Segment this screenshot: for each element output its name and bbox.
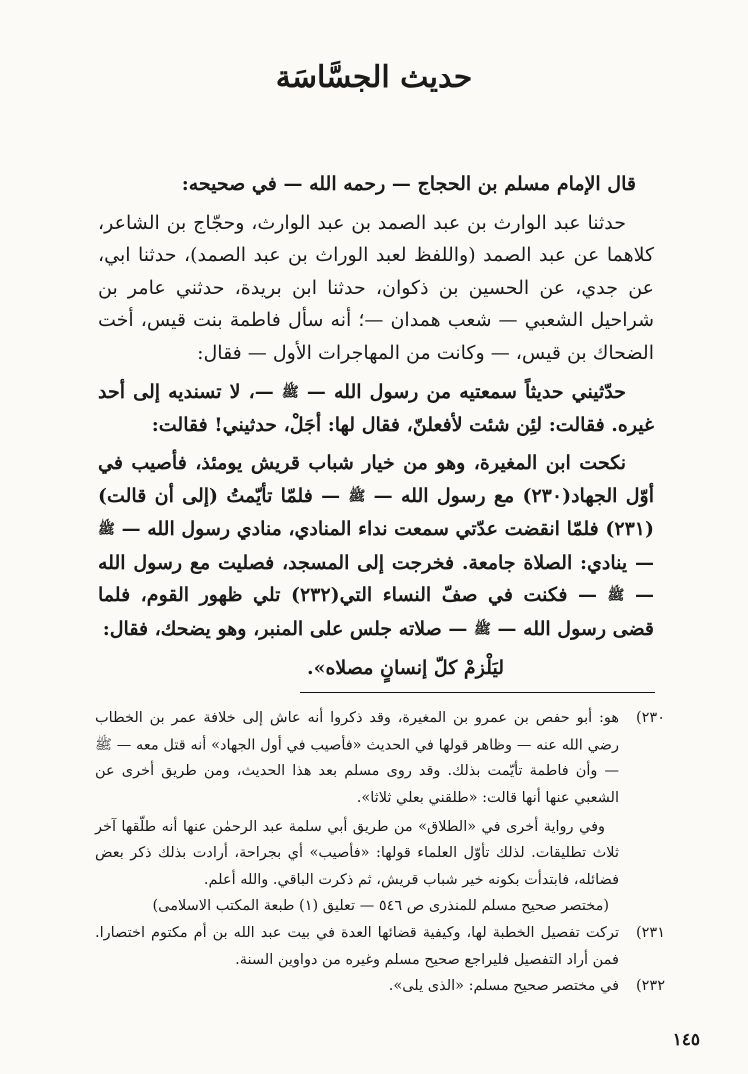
sallallahu-symbol: ﷺ [95, 736, 112, 753]
footnote-ref-232[interactable]: (٢٣٢) [290, 584, 340, 607]
hadith-text: تلي ظهور القوم، فلما قضى رسول الله — [98, 584, 654, 640]
footnote-source: (مختصر صحيح مسلم للمنذرى ص ٥٤٦ — تعليق (١) طبعة المكتب الاسلامى) [152, 898, 609, 915]
isnad-paragraph: حدثنا عبد الوارث بن عبد الصمد بن عبد الوارث، وحجّاج بن الشاعر، كلاهما عن عبد الصمد (واللفظ لعبد الوراث بن عبد الصمد)، حدثنا ابي، عن جدي، عن الحسين بن ذكوان، حدثنا ابن بريدة، حدثني عامر بن شراحيل الشعبي — شعب همدان —؛ أنه سأل فاطمة بنت قيس، أخت الضحاك بن قيس، — وكانت من المهاجرات الأول — فقال: [98, 211, 654, 364]
sallallahu-symbol: ﷺ [98, 522, 115, 539]
footnotes [95, 705, 665, 1000]
hadith-text: — ينادي: الصلاة جامعة. فخرجت إلى المسجد، فصليت مع رسول الله — [98, 551, 654, 607]
sallallahu-symbol: ﷺ [281, 384, 299, 401]
sallallahu-symbol: ﷺ [348, 488, 366, 505]
footnote-text: تركت تفصيل الخطبة لها، وكيفية قضائها العدة في بيت عبد الله بن أم مكتوم اختصارا. فمن أراد التفصيل فليراجع صحيح مسلم وغيره من دواوين السنة. [95, 925, 619, 968]
footnote-divider [300, 692, 655, 693]
footnote-text: وفي رواية أخرى في «الطلاق» من طريق أبي سلمة عبد الرحمٰن عنها أنه طلّقها آخر ثلاث تطليقات. لذلك تأوّل العلماء قولها: «فأصيب» أي بجراحة، أرادت بذلك ذكر بعض فضائله، فابتدأت بكونه خير شباب قريش، ثم ذكرت الباقي. والله أعلم. [95, 818, 619, 888]
footnote-text-part: — وأن فاطمة تأيّمت بذلك. وقد روى مسلم بعد هذا الحديث، ومن طريق أخرى عن الشعبي عنها أنها قالت: «طلقني بعلي ثلاثا». [95, 763, 619, 807]
footnote-number: ٢٣٠) [635, 710, 665, 726]
footnote-text-part: هو: أبو حفص بن عمرو بن المغيرة، وقد ذكروا أنه عاش إلى خلافة عمر بن الخطاب رضي الله عنه — وظاهر قولها في الحديث «فأصيب في أول الجهاد» أنه قتل معه — [95, 710, 619, 753]
chapter-title: حديث الجسَّاسَة [275, 60, 473, 95]
footnote-ref-230[interactable]: (٢٣٠) [522, 485, 572, 508]
footnote-number: ٢٣١) [635, 925, 665, 942]
hadith-text: فلمّا انقضت عدّتي سمعت نداء المنادي، منادي رسول الله — [121, 518, 599, 541]
sallallahu-symbol: ﷺ [473, 621, 491, 638]
hadith-paragraph-1 [98, 376, 654, 442]
footnote-ref-231[interactable]: (٢٣١) [605, 518, 654, 541]
footnote-text [95, 705, 619, 812]
hadith-paragraph-2 [98, 447, 654, 645]
sallallahu-symbol: ﷺ [607, 587, 625, 604]
hadith-text: مع رسول الله — [373, 485, 515, 508]
hadith-quote: ليَلْزمْ كلّ إنسانٍ مصلاه». [306, 656, 504, 679]
footnote-231 [95, 920, 665, 973]
hadith-text: حدّثيني حديثاً سمعتيه من رسول الله — [306, 380, 626, 403]
hadith-text: — فلمّا تأيّمتُ (إلى أن قالت) [98, 485, 341, 508]
page-number: ١٤٥ [672, 1030, 700, 1050]
footnote-text: في مختصر صحيح مسلم: «الذى يلى». [388, 978, 619, 995]
hadith-text: نكحت ابن المغيرة، وهو من خيار شباب قريش يومئذ، فأصيب في أوّل الجهاد [98, 452, 654, 508]
footnote-number: ٢٣٢) [635, 978, 665, 995]
intro-paragraph: قال الإمام مسلم بن الحجاج — رحمه الله — في صحيحه: [181, 173, 636, 195]
footnote-230 [95, 705, 665, 920]
hadith-text: — فكنت في صفّ النساء التي [339, 584, 597, 607]
main-text [98, 168, 654, 690]
hadith-text: —، لا تسنديه إلى أحد غيره. فقالت: لئِن شئت لأفعلنّ، فقال لها: أجَلْ، حدثيني! فقالت: [98, 380, 654, 436]
hadith-text: — صلاته جلس على المنبر، وهو يضحك، فقال: [102, 617, 468, 640]
footnote-232 [95, 973, 665, 1000]
